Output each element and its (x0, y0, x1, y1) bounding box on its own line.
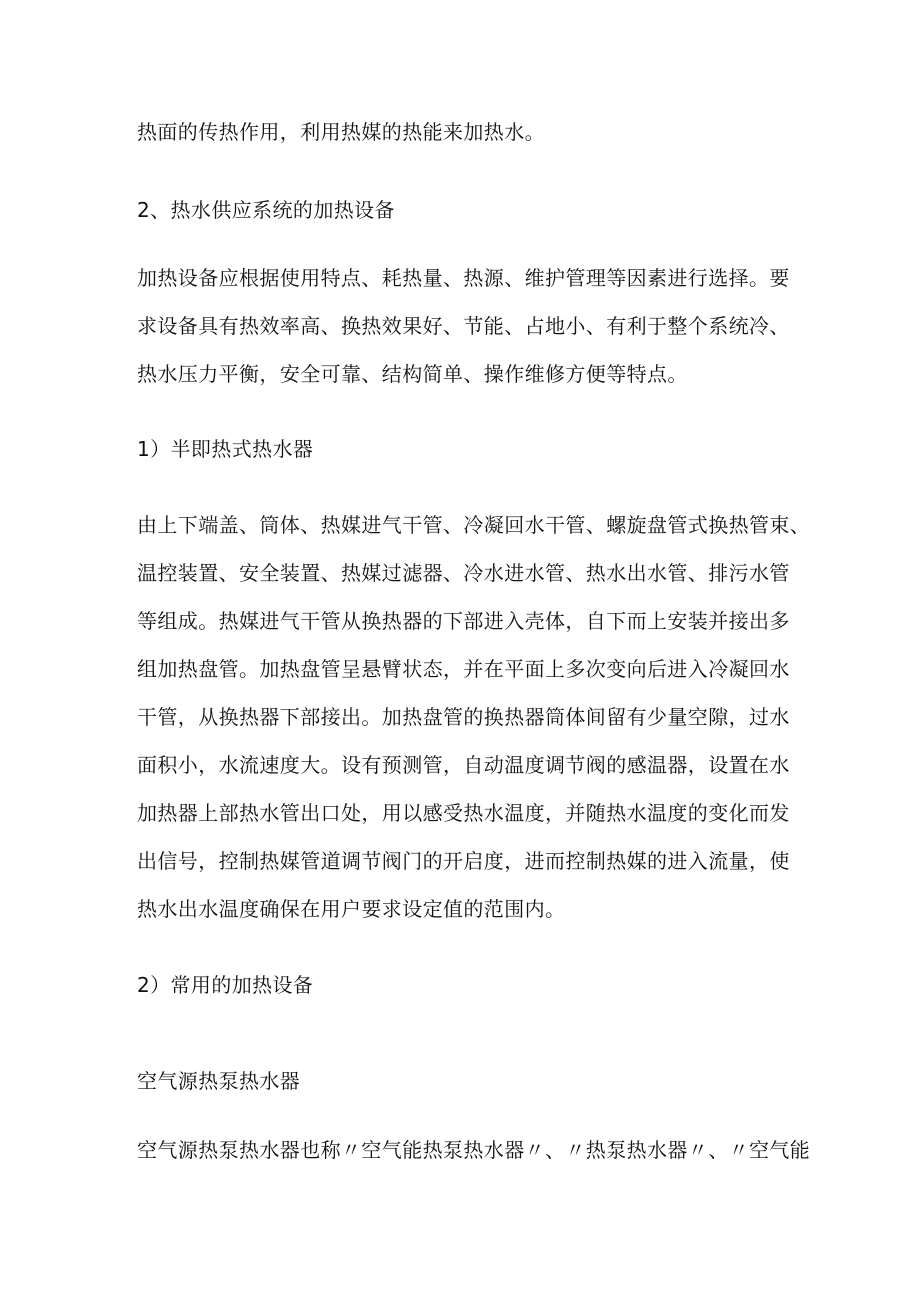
paragraph-line: 出信号，控制热媒管道调节阀门的开启度，进而控制热媒的进入流量，使 (137, 849, 790, 873)
paragraph-line: 温控装置、安全装置、热媒过滤器、冷水进水管、热水出水管、排污水管 (137, 561, 790, 585)
paragraph-line: 热水压力平衡，安全可靠、结构简单、操作维修方便等特点。 (137, 362, 688, 386)
subsection-heading: 2）常用的加热设备 (137, 973, 314, 997)
paragraph-line: 空气源热泵热水器也称〃空气能热泵热水器〃、〃热泵热水器〃、〃空气能 (137, 1138, 811, 1162)
paragraph-line: 加热器上部热水管出口处，用以感受热水温度，并随热水温度的变化而发 (137, 801, 790, 825)
section-heading: 2、热水供应系统的加热设备 (137, 198, 395, 222)
paragraph-line: 由上下端盖、筒体、热媒进气干管、冷凝回水干管、螺旋盘管式换热管束、 (137, 513, 811, 537)
paragraph-line: 加热设备应根据使用特点、耗热量、热源、维护管理等因素进行选择。要 (137, 266, 790, 290)
paragraph-line: 热水出水温度确保在用户要求设定值的范围内。 (137, 897, 566, 921)
paragraph-line: 干管，从换热器下部接出。加热盘管的换热器筒体间留有少量空隙，过水 (137, 705, 790, 729)
paragraph-line: 热面的传热作用，利用热媒的热能来加热水。 (137, 120, 545, 144)
paragraph-line: 求设备具有热效率高、换热效果好、节能、占地小、有利于整个系统冷、 (137, 314, 790, 338)
paragraph-line: 面积小，水流速度大。设有预测管，自动温度调节阀的感温器，设置在水 (137, 753, 790, 777)
topic-heading: 空气源热泵热水器 (137, 1069, 301, 1093)
paragraph-line: 等组成。热媒进气干管从换热器的下部进入壳体，自下而上安装并接出多 (137, 609, 790, 633)
paragraph-line: 组加热盘管。加热盘管呈悬臂状态，并在平面上多次变向后进入冷凝回水 (137, 657, 790, 681)
subsection-heading: 1）半即热式热水器 (137, 437, 314, 461)
